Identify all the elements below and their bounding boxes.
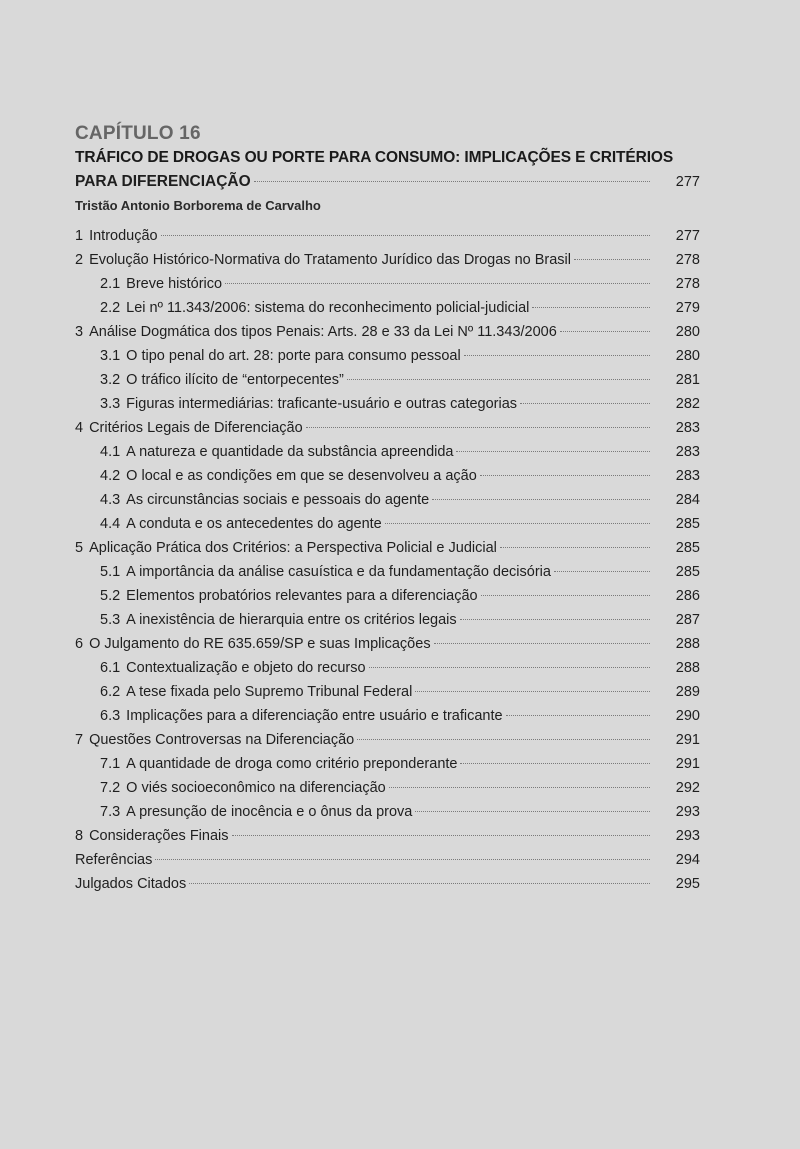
chapter-label: CAPÍTULO 16 [75,123,201,144]
toc-entry[interactable] [75,560,700,584]
toc-entry-title [75,728,354,752]
toc-entry-title [100,776,386,800]
toc-entry[interactable] [75,224,700,248]
toc-entry-number: 6.3 [100,708,121,724]
dot-leader [460,619,650,620]
toc-entry-label: Breve histórico [126,276,223,292]
toc-entry-number: 4 [75,420,84,436]
dot-leader [554,571,650,572]
toc-entry-title [75,632,431,656]
toc-entry-label: A conduta e os antecedentes do agente [126,516,382,532]
toc-entry-number: 3.2 [100,372,121,388]
toc-entry[interactable] [75,584,700,608]
toc-entry[interactable] [75,344,700,368]
dot-leader [415,691,650,692]
toc-entry-number: 2.1 [100,276,121,292]
chapter-title-line-2: PARA DIFERENCIAÇÃO [75,173,251,190]
toc-entry-title [75,848,152,872]
toc-entry-title [75,824,229,848]
toc-entry-page-number: 284 [675,492,700,508]
toc-entry[interactable] [75,752,700,776]
dot-leader [434,643,650,644]
toc-entry-label: Implicações para a diferenciação entre usuário e traficante [126,708,503,724]
toc-entry-title [100,344,461,368]
toc-entry-title [100,584,478,608]
toc-entry-label: Critérios Legais de Diferenciação [89,420,303,436]
dot-leader [385,523,650,524]
toc-entry-number: 5.2 [100,588,121,604]
toc-entry-number: 5 [75,540,84,556]
dot-leader [189,883,650,884]
toc-entry-title [100,752,457,776]
toc-entry[interactable] [75,632,700,656]
toc-entry-title [100,368,344,392]
toc-entry-page-number: 293 [675,804,700,820]
toc-entry[interactable] [75,296,700,320]
dot-leader [560,331,650,332]
toc-entry-number: 7.2 [100,780,121,796]
toc-entry-page-number: 285 [675,564,700,580]
toc-entry-number: 6.2 [100,684,121,700]
toc-entry-number: 7 [75,732,84,748]
toc-entry-number: 7.1 [100,756,121,772]
toc-entry-page-number: 283 [675,444,700,460]
toc-entry[interactable] [75,872,700,896]
toc-entry-label: A importância da análise casuística e da fundamentação decisória [126,564,551,580]
toc-entry-page-number: 289 [675,684,700,700]
dot-leader [254,181,650,182]
toc-entry-label: O tráfico ilícito de “entorpecentes” [126,372,344,388]
toc-entry-page-number: 278 [675,276,700,292]
toc-entry[interactable] [75,368,700,392]
toc-entry-page-number: 282 [675,396,700,412]
toc-entry-label: Figuras intermediárias: traficante-usuário e outras categorias [126,396,518,412]
dot-leader [347,379,650,380]
dot-leader [232,835,650,836]
toc-entry[interactable] [75,392,700,416]
toc-entry-page-number: 287 [675,612,700,628]
dot-leader [161,235,650,236]
toc-entry[interactable] [75,536,700,560]
toc-entry-label: Contextualização e objeto do recurso [126,660,366,676]
dot-leader [225,283,650,284]
toc-entry-label: A tese fixada pelo Supremo Tribunal Federal [126,684,413,700]
toc-entry-number: 5.1 [100,564,121,580]
toc-entry[interactable] [75,416,700,440]
toc-entry-label: A presunção de inocência e o ônus da prova [126,804,413,820]
dot-leader [500,547,650,548]
toc-entry-number: 3.1 [100,348,121,364]
toc-entry-page-number: 280 [675,348,700,364]
toc-entry[interactable] [75,248,700,272]
toc-page [75,120,700,896]
dot-leader [460,763,650,764]
toc-entry-label: Questões Controversas na Diferenciação [89,732,355,748]
toc-entry-page-number: 277 [675,228,700,244]
toc-entry-number: 6.1 [100,660,121,676]
toc-entry-title [100,440,453,464]
toc-entry-page-number: 283 [675,468,700,484]
chapter-title-row[interactable] [75,170,700,194]
toc-entry-page-number: 295 [675,876,700,892]
toc-entry-number: 8 [75,828,84,844]
toc-entry-page-number: 290 [675,708,700,724]
toc-entry[interactable] [75,776,700,800]
toc-entry-title [100,512,382,536]
toc-entry-page-number: 281 [675,372,700,388]
toc-entry-label: Aplicação Prática dos Critérios: a Perspectiva Policial e Judicial [89,540,497,556]
toc-entry-page-number: 288 [675,660,700,676]
toc-entry-number: 6 [75,636,84,652]
dot-leader [432,499,650,500]
toc-entry[interactable] [75,440,700,464]
toc-entry-label: Análise Dogmática dos tipos Penais: Arts. 28 e 33 da Lei Nº 11.343/2006 [89,324,557,340]
toc-entry-label: A inexistência de hierarquia entre os critérios legais [126,612,457,628]
toc-entry-title [75,224,158,248]
toc-entry[interactable] [75,848,700,872]
toc-entry-title [75,536,497,560]
toc-entry-label: As circunstâncias sociais e pessoais do agente [126,492,430,508]
toc-entry-label: Julgados Citados [75,876,187,892]
toc-entry-page-number: 292 [675,780,700,796]
toc-entry-number: 4.2 [100,468,121,484]
dot-leader [464,355,650,356]
toc-entry-title [100,608,457,632]
toc-entry-title [100,488,429,512]
dot-leader [480,475,650,476]
toc-entry-number: 2 [75,252,84,268]
toc-entry-title [100,560,551,584]
dot-leader [574,259,650,260]
chapter-page-number: 277 [675,174,700,190]
toc-entry[interactable] [75,728,700,752]
toc-entry-title [100,392,517,416]
toc-entry[interactable] [75,800,700,824]
toc-entry-page-number: 285 [675,540,700,556]
toc-entry-page-number: 285 [675,516,700,532]
toc-entry-number: 7.3 [100,804,121,820]
toc-entry-title [100,272,222,296]
toc-entry-title [100,704,503,728]
toc-entry-label: O viés socioeconômico na diferenciação [126,780,386,796]
toc-entry-page-number: 286 [675,588,700,604]
toc-entry-page-number: 288 [675,636,700,652]
toc-entry-title [100,464,477,488]
toc-entry[interactable] [75,704,700,728]
toc-entry-title [75,416,303,440]
toc-entry-number: 3.3 [100,396,121,412]
toc-entry-number: 5.3 [100,612,121,628]
toc-entry[interactable] [75,320,700,344]
toc-entry-title [100,800,412,824]
toc-entry-number: 4.4 [100,516,121,532]
toc-entry-label: Referências [75,852,153,868]
toc-entry-page-number: 283 [675,420,700,436]
toc-entry-page-number: 291 [675,732,700,748]
toc-entry-label: Elementos probatórios relevantes para a diferenciação [126,588,478,604]
toc-entry-label: O local e as condições em que se desenvolveu a ação [126,468,477,484]
toc-entry-label: Evolução Histórico-Normativa do Tratamento Jurídico das Drogas no Brasil [89,252,572,268]
toc-entry-number: 4.1 [100,444,121,460]
toc-entry[interactable] [75,656,700,680]
dot-leader [369,667,650,668]
chapter-author: Tristão Antonio Borborema de Carvalho [75,198,321,213]
toc-entry-label: A quantidade de droga como critério preponderante [126,756,458,772]
toc-entry[interactable] [75,512,700,536]
dot-leader [415,811,650,812]
toc-entry-page-number: 279 [675,300,700,316]
toc-list [75,224,700,896]
toc-entry-number: 1 [75,228,84,244]
toc-entry-title [100,656,366,680]
toc-entry-page-number: 278 [675,252,700,268]
toc-entry-page-number: 294 [675,852,700,868]
dot-leader [456,451,650,452]
dot-leader [155,859,650,860]
dot-leader [357,739,650,740]
dot-leader [520,403,650,404]
dot-leader [506,715,650,716]
toc-entry-page-number: 293 [675,828,700,844]
toc-entry[interactable] [75,272,700,296]
toc-entry[interactable] [75,608,700,632]
toc-entry-label: O Julgamento do RE 635.659/SP e suas Implicações [89,636,431,652]
toc-entry-page-number: 291 [675,756,700,772]
toc-entry-title [75,872,186,896]
toc-entry-number: 4.3 [100,492,121,508]
toc-entry-title [75,320,557,344]
toc-entry-label: Considerações Finais [89,828,229,844]
toc-entry[interactable] [75,680,700,704]
toc-entry[interactable] [75,824,700,848]
dot-leader [481,595,650,596]
dot-leader [306,427,650,428]
toc-entry-number: 3 [75,324,84,340]
toc-entry[interactable] [75,464,700,488]
toc-entry-title [100,680,412,704]
toc-entry-title [75,248,571,272]
dot-leader [389,787,650,788]
toc-entry-number: 2.2 [100,300,121,316]
toc-entry-page-number: 280 [675,324,700,340]
chapter-title-line-1: TRÁFICO DE DROGAS OU PORTE PARA CONSUMO: IMPLICAÇÕES E CRITÉRIOS [75,149,674,166]
toc-entry-label: A natureza e quantidade da substância apreendida [126,444,454,460]
toc-entry-label: O tipo penal do art. 28: porte para consumo pessoal [126,348,461,364]
dot-leader [532,307,650,308]
toc-entry-title [100,296,529,320]
toc-entry-label: Introdução [89,228,158,244]
toc-entry-label: Lei nº 11.343/2006: sistema do reconhecimento policial-judicial [126,300,530,316]
toc-entry[interactable] [75,488,700,512]
